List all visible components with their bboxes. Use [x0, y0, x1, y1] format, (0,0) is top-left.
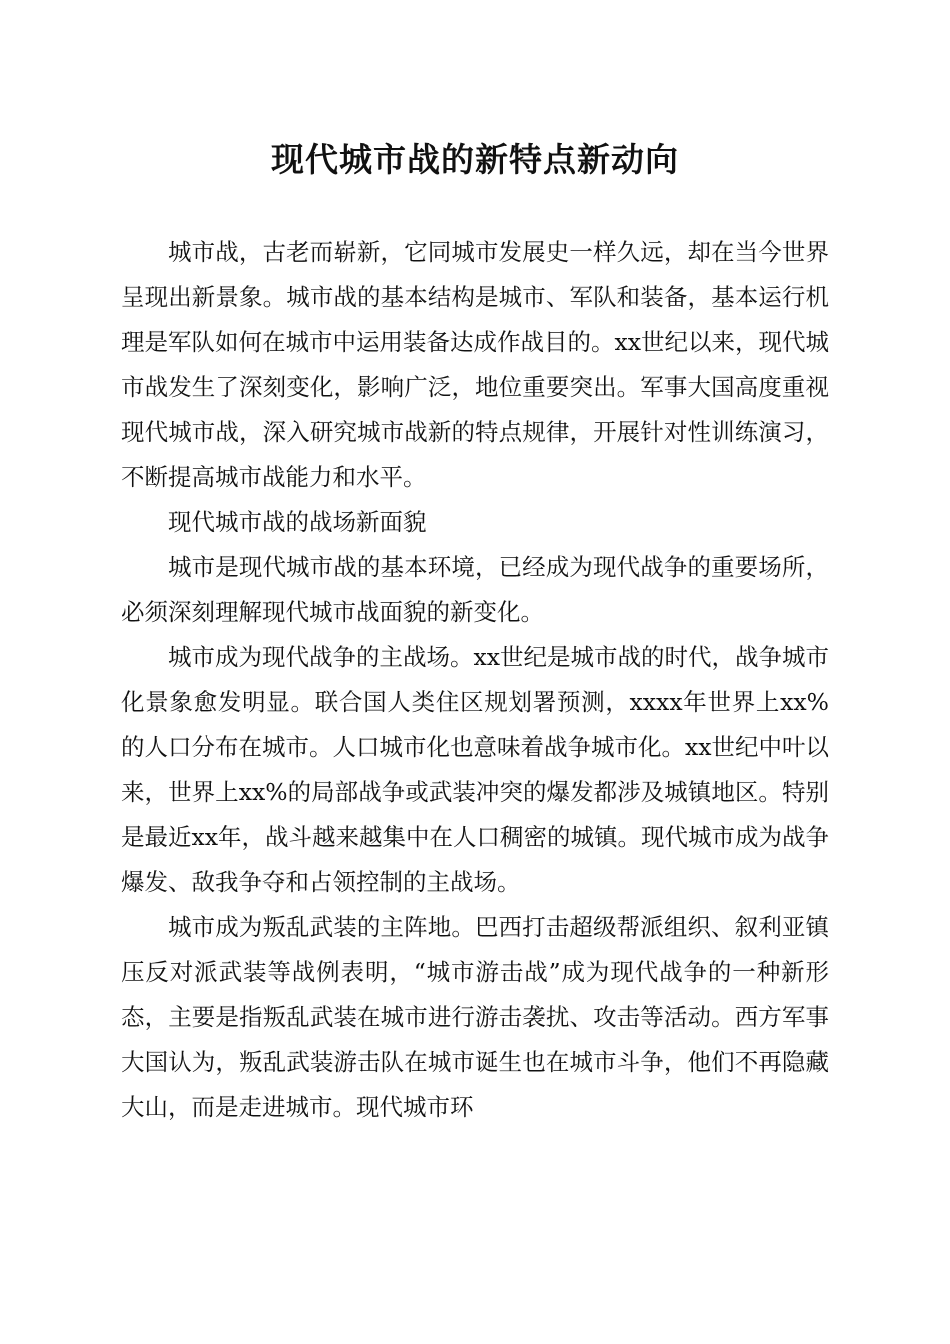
paragraph-intro: 城市战，古老而崭新，它同城市发展史一样久远，却在当今世界呈现出新景象。城市战的基本结构是城市、军队和装备，基本运行机理是军队如何在城市中运用装备达成作战目的。xx世纪以来，现代城市战发生了深刻变化，影响广泛，地位重要突出。军事大国高度重视现代城市战，深入研究城市战新的特点规律，开展针对性训练演习，不断提高城市战能力和水平。	[121, 238, 830, 491]
document-body	[121, 230, 829, 1130]
paragraph-main-battlefield: 城市成为现代战争的主战场。xx世纪是城市战的时代，战争城市化景象愈发明显。联合国人类住区规划署预测，xxxx年世界上xx%的人口分布在城市。人口城市化也意味着战争城市化。xx世纪中叶以来，世界上xx%的局部战争或武装冲突的爆发都涉及城镇地区。特别是最近xx年，战斗越来越集中在人口稠密的城镇。现代城市成为战争爆发、敌我争夺和占领控制的主战场。	[121, 643, 830, 896]
section-heading: 现代城市战的战场新面貌	[168, 508, 427, 536]
paragraph-insurgent-base: 城市成为叛乱武装的主阵地。巴西打击超级帮派组织、叙利亚镇压反对派武装等战例表明，“城市游击战”成为现代战争的一种新形态，主要是指叛乱武装在城市进行游击袭扰、攻击等活动。西方军事大国认为，叛乱武装游击队在城市诞生也在城市斗争，他们不再隐藏大山，而是走进城市。现代城市环	[121, 913, 829, 1121]
paragraph-environment: 城市是现代城市战的基本环境，已经成为现代战争的重要场所，必须深刻理解现代城市战面貌的新变化。	[121, 553, 829, 626]
document-title: 现代城市战的新特点新动向	[271, 140, 679, 179]
